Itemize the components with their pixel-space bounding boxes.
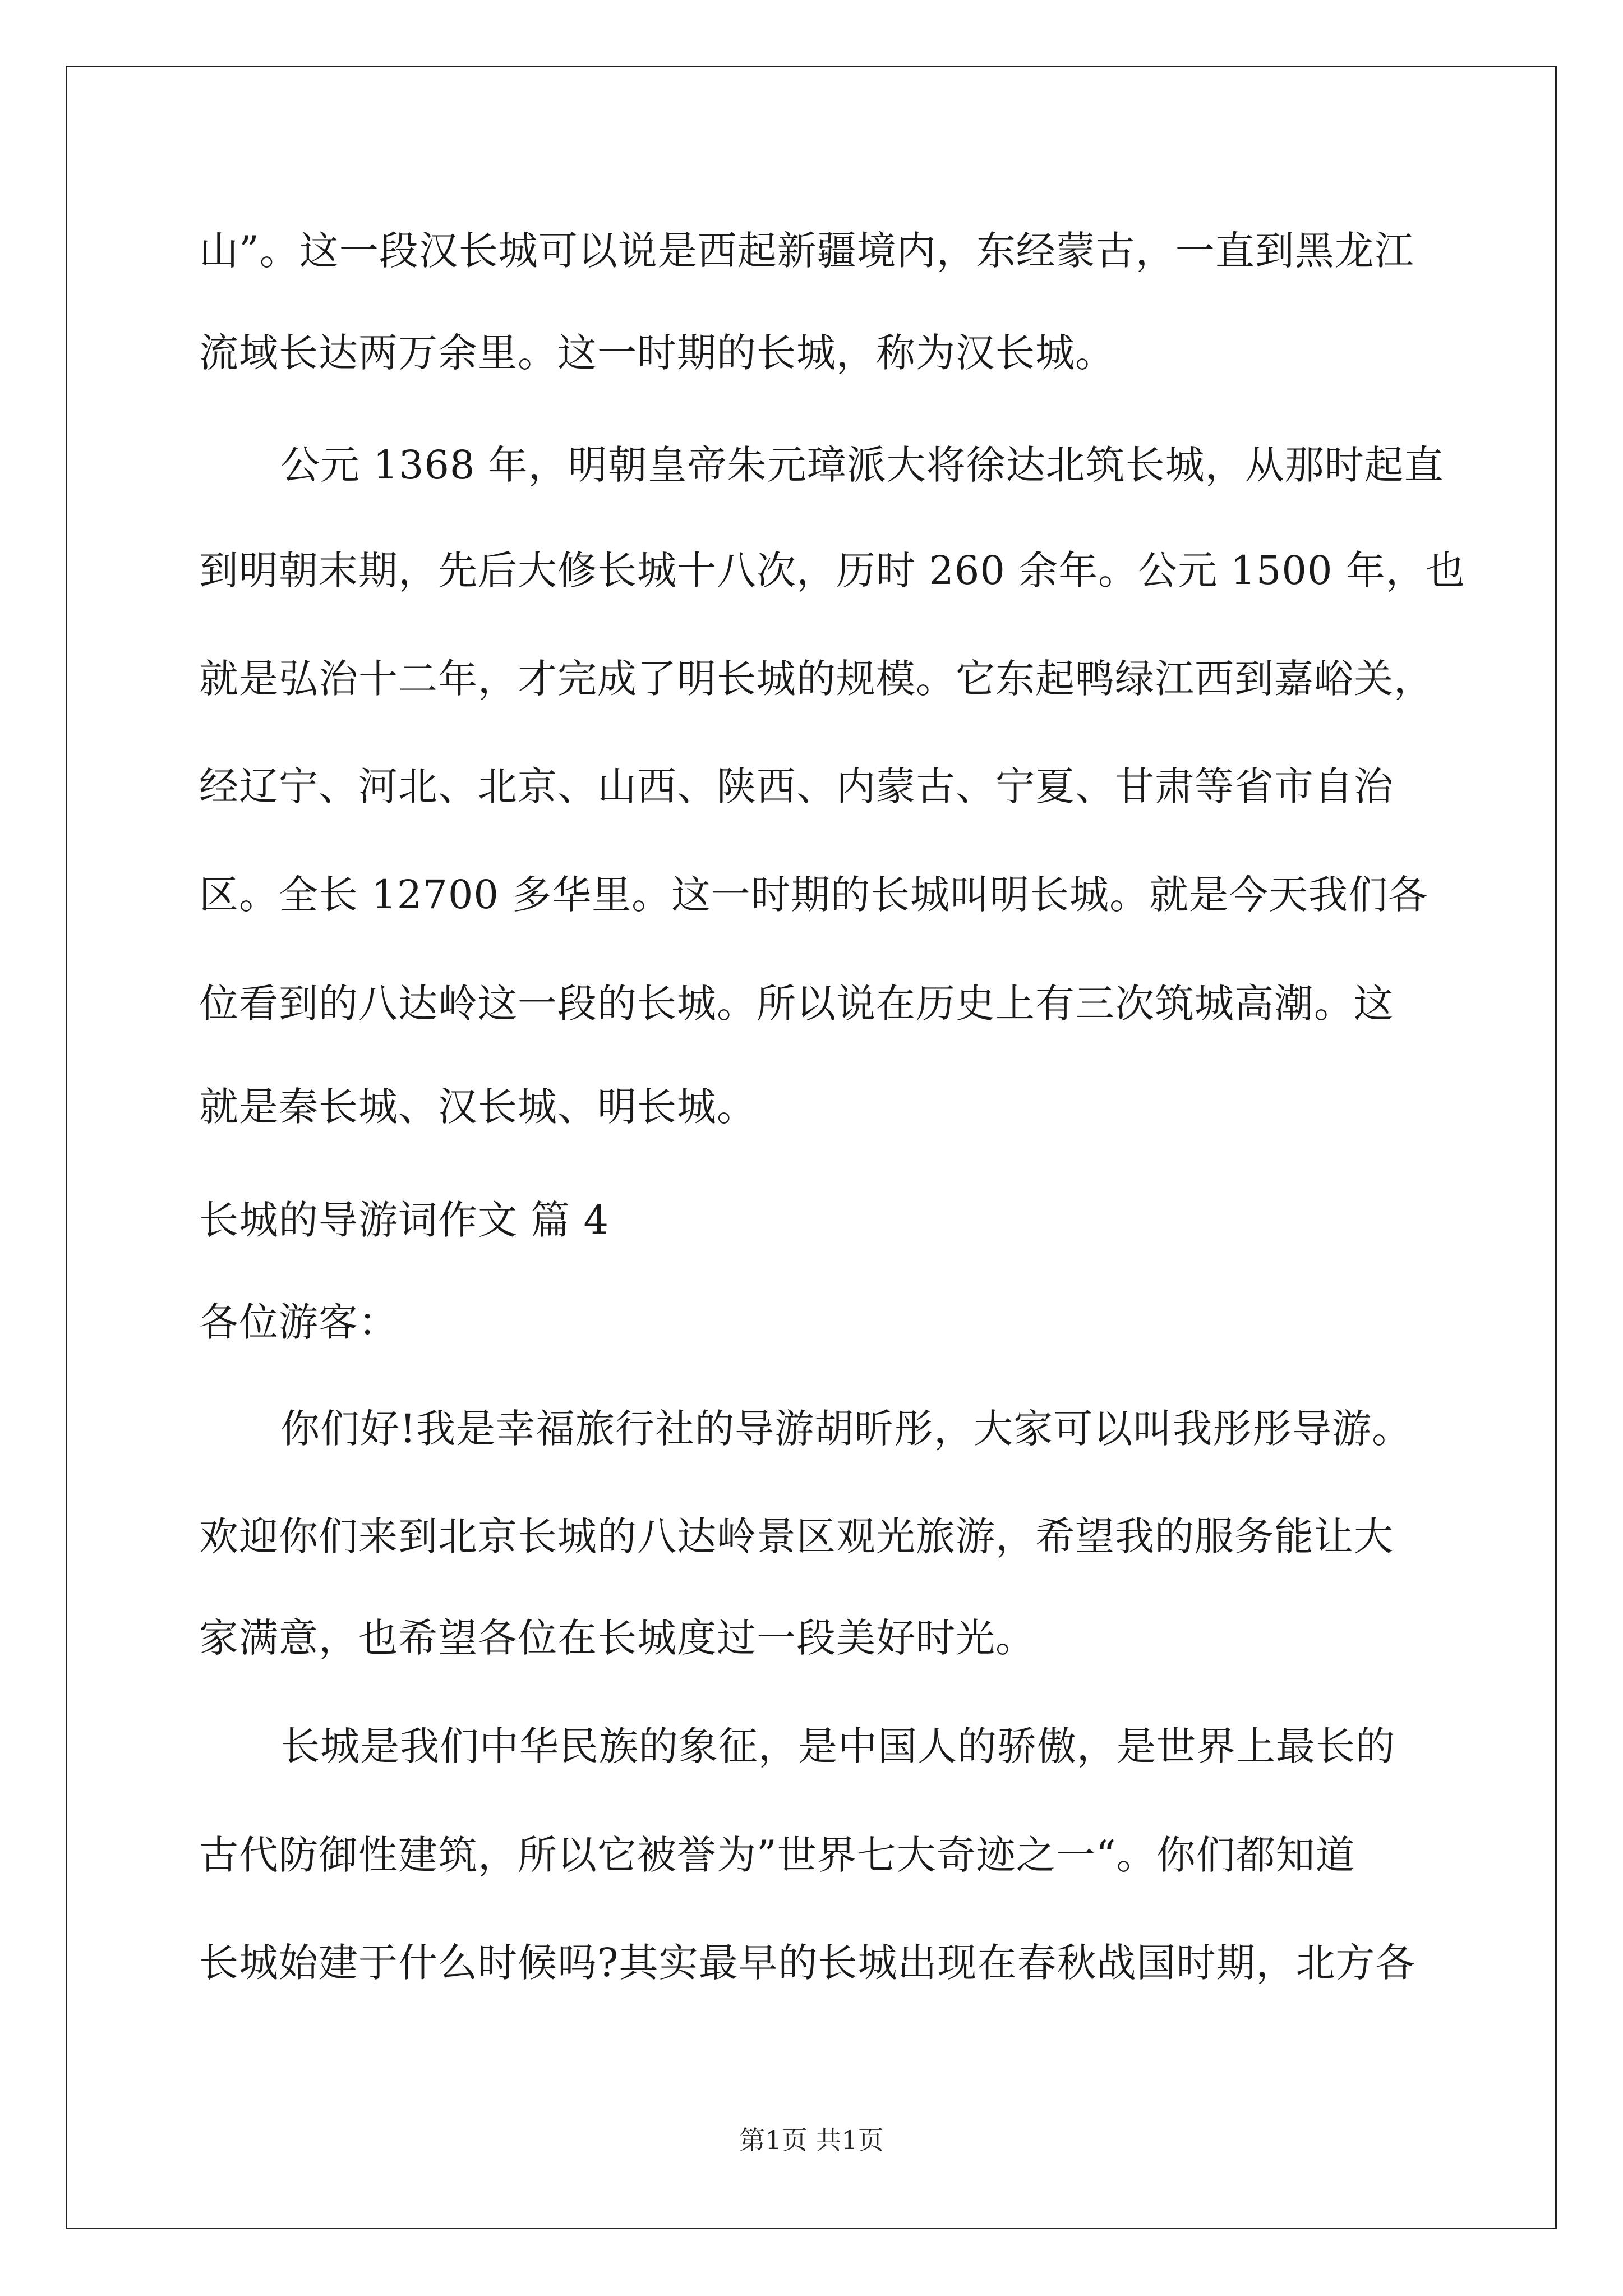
text-line-1: 山”。这一段汉长城可以说是西起新疆境内，东经蒙古，一直到黑龙江: [199, 228, 1414, 274]
text-line-2: 流域长达两万余里。这一时期的长城，称为汉长城。: [199, 330, 1115, 376]
salutation: 各位游客：: [199, 1299, 398, 1345]
text-line-13: 欢迎你们来到北京长城的八达岭景区观光旅游，希望我的服务能让大: [199, 1513, 1394, 1559]
page-footer: 第1页 共1页: [739, 2125, 884, 2155]
text-line-16: 古代防御性建筑，所以它被誉为”世界七大奇迹之一“。你们都知道: [199, 1832, 1355, 1878]
text-line-4: 到明朝末期，先后大修长城十八次，历时 260 余年。公元 1500 年，也: [199, 547, 1465, 593]
text-line-12: 你们好!我是幸福旅行社的导游胡昕彤，大家可以叫我彤彤导游。: [280, 1406, 1412, 1452]
text-line-8: 位看到的八达岭这一段的长城。所以说在历史上有三次筑城高潮。这: [199, 981, 1394, 1027]
page-border: [66, 66, 1557, 2229]
text-line-14: 家满意，也希望各位在长城度过一段美好时光。: [199, 1615, 1035, 1661]
text-line-3: 公元 1368 年，明朝皇帝朱元璋派大将徐达北筑长城，从那时起直: [280, 442, 1444, 488]
text-line-5: 就是弘治十二年，才完成了明长城的规模。它东起鸭绿江西到嘉峪关，: [199, 656, 1433, 702]
text-line-17: 长城始建于什么时候吗?其实最早的长城出现在春秋战国时期，北方各: [199, 1940, 1415, 1986]
text-line-9: 就是秦长城、汉长城、明长城。: [199, 1084, 757, 1130]
section-heading: 长城的导游词作文 篇 4: [199, 1197, 610, 1243]
text-line-6: 经辽宁、河北、北京、山西、陕西、内蒙古、宁夏、甘肃等省市自治: [199, 763, 1394, 809]
text-line-7: 区。全长 12700 多华里。这一时期的长城叫明长城。就是今天我们各: [199, 872, 1428, 918]
text-line-15: 长城是我们中华民族的象征，是中国人的骄傲，是世界上最长的: [280, 1723, 1395, 1769]
